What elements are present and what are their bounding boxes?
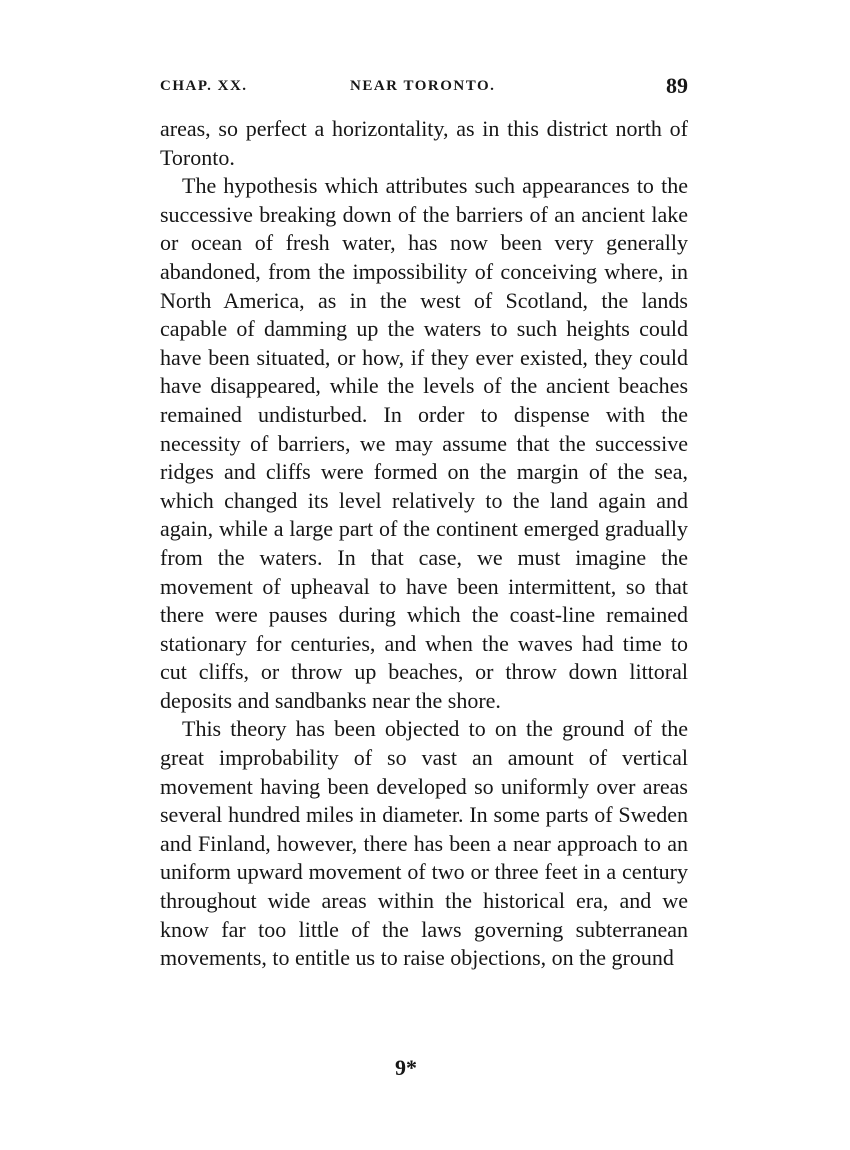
chapter-label: CHAP. XX. xyxy=(160,78,248,94)
paragraph-continuation: areas, so perfect a horizontality, as in this district north of Toronto. xyxy=(160,116,688,170)
body-text xyxy=(160,115,688,973)
paragraph-theory: This theory has been objected to on the ground of the great improbability of so vast an amount of vertical movement having been developed so uniformly over areas several hundred miles in diameter. In some parts of Sweden and Finland, however, there has been a near approach to an uniform upward movement of two or three feet in a century throughout wide areas within the historical era, and we know far too little of the laws governing subterranean movements, to entitle us to raise objections, on the ground xyxy=(160,716,688,971)
running-title: NEAR TORONTO. xyxy=(350,78,496,94)
page-number: 89 xyxy=(666,73,688,98)
paragraph-hypothesis: The hypothesis which attributes such appearances to the successive breaking down of the barriers of an ancient lake or ocean of fresh water, has now been very generally abandoned, from the impossibility of conceiving where, in North America, as in the west of Scotland, the lands capable of damming up the waters to such heights could have been situated, or how, if they ever existed, they could have disappeared, while the levels of the ancient beaches remained undisturbed. In order to dispense with the necessity of barriers, we may assume that the successive ridges and cliffs were formed on the margin of the sea, which changed its level relatively to the land again and again, while a large part of the continent emerged gradually from the waters. In that case, we must imagine the movement of upheaval to have been intermittent, so that there were pauses during which the coast-line remained stationary for centuries, and when the waves had time to cut cliffs, or throw up beaches, or throw down littoral deposits and sandbanks near the shore. xyxy=(160,173,688,713)
running-head xyxy=(160,73,688,98)
signature-mark: 9* xyxy=(395,1055,417,1080)
